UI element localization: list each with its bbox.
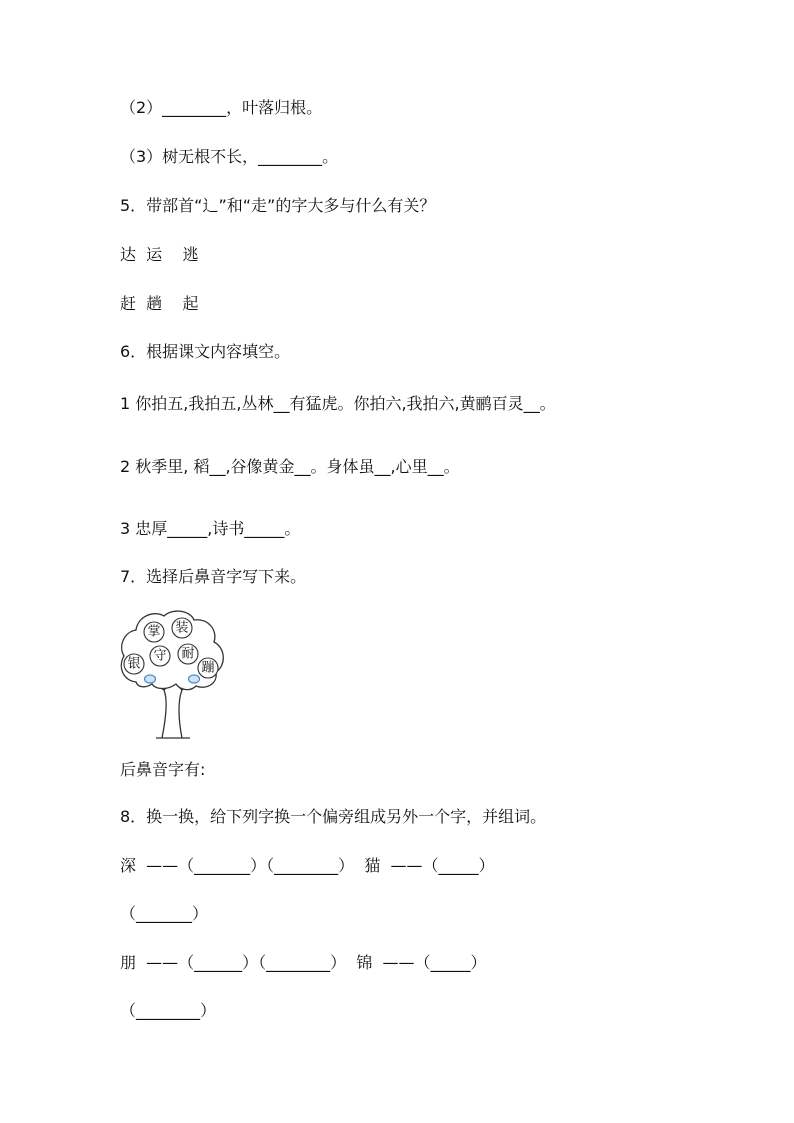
tree-char-3-text: 银 xyxy=(127,656,141,672)
question-6-item-3: 3 忠厚_____,诗书_____。 xyxy=(120,519,301,538)
question-6-item-1: 1 你拍五,我拍五,丛林__有猛虎。你拍六,我拍六,黄鹂百灵__。 xyxy=(120,394,556,413)
tree-char-5 xyxy=(178,644,198,664)
tree-char-5-text: 耐 xyxy=(181,646,195,662)
question-5: 5．带部首“辶”和“走”的字大多与什么有关？ xyxy=(120,196,436,215)
tree-char-4 xyxy=(150,646,170,666)
tree-char-6-text: 蹦 xyxy=(201,660,215,676)
question-8-row-2: 朋 ——（______）（________） 锦 ——（_____） xyxy=(120,953,487,972)
question-7-answer: 后鼻音字有: xyxy=(120,760,206,779)
tree-illustration xyxy=(116,606,228,740)
question-8: 8．换一换，给下列字换一个偏旁组成另外一个字，并组词。 xyxy=(120,807,547,826)
question-5-chars-2: 赶 趟 起 xyxy=(120,294,199,313)
bud-right xyxy=(189,675,200,683)
question-6: 6．根据课文内容填空。 xyxy=(120,342,291,361)
question-8-row-1-cont: （_______） xyxy=(120,904,209,923)
tree-char-4-text: 守 xyxy=(153,648,167,664)
question-8-row-1: 深 ——（_______）（________） 猫 ——（_____） xyxy=(120,856,495,875)
question-5-chars-1: 达 运 逃 xyxy=(120,245,199,264)
idiom-line-2: （2）________，叶落归根。 xyxy=(120,98,323,117)
question-7: 7．选择后鼻音字写下来。 xyxy=(120,567,307,586)
tree-char-6 xyxy=(198,658,218,678)
bud-left xyxy=(145,675,156,683)
tree-char-1 xyxy=(144,622,164,642)
tree-char-3 xyxy=(124,654,144,674)
tree-char-1-text: 掌 xyxy=(147,624,161,640)
tree-char-2 xyxy=(172,618,192,638)
idiom-line-3: （3）树无根不长，________。 xyxy=(120,147,339,166)
tree-char-2-text: 装 xyxy=(175,620,189,636)
question-6-item-2: 2 秋季里, 稻__,谷像黄金__。身体虽__,心里__。 xyxy=(120,457,460,476)
question-8-row-2-cont: （________） xyxy=(120,1001,217,1020)
